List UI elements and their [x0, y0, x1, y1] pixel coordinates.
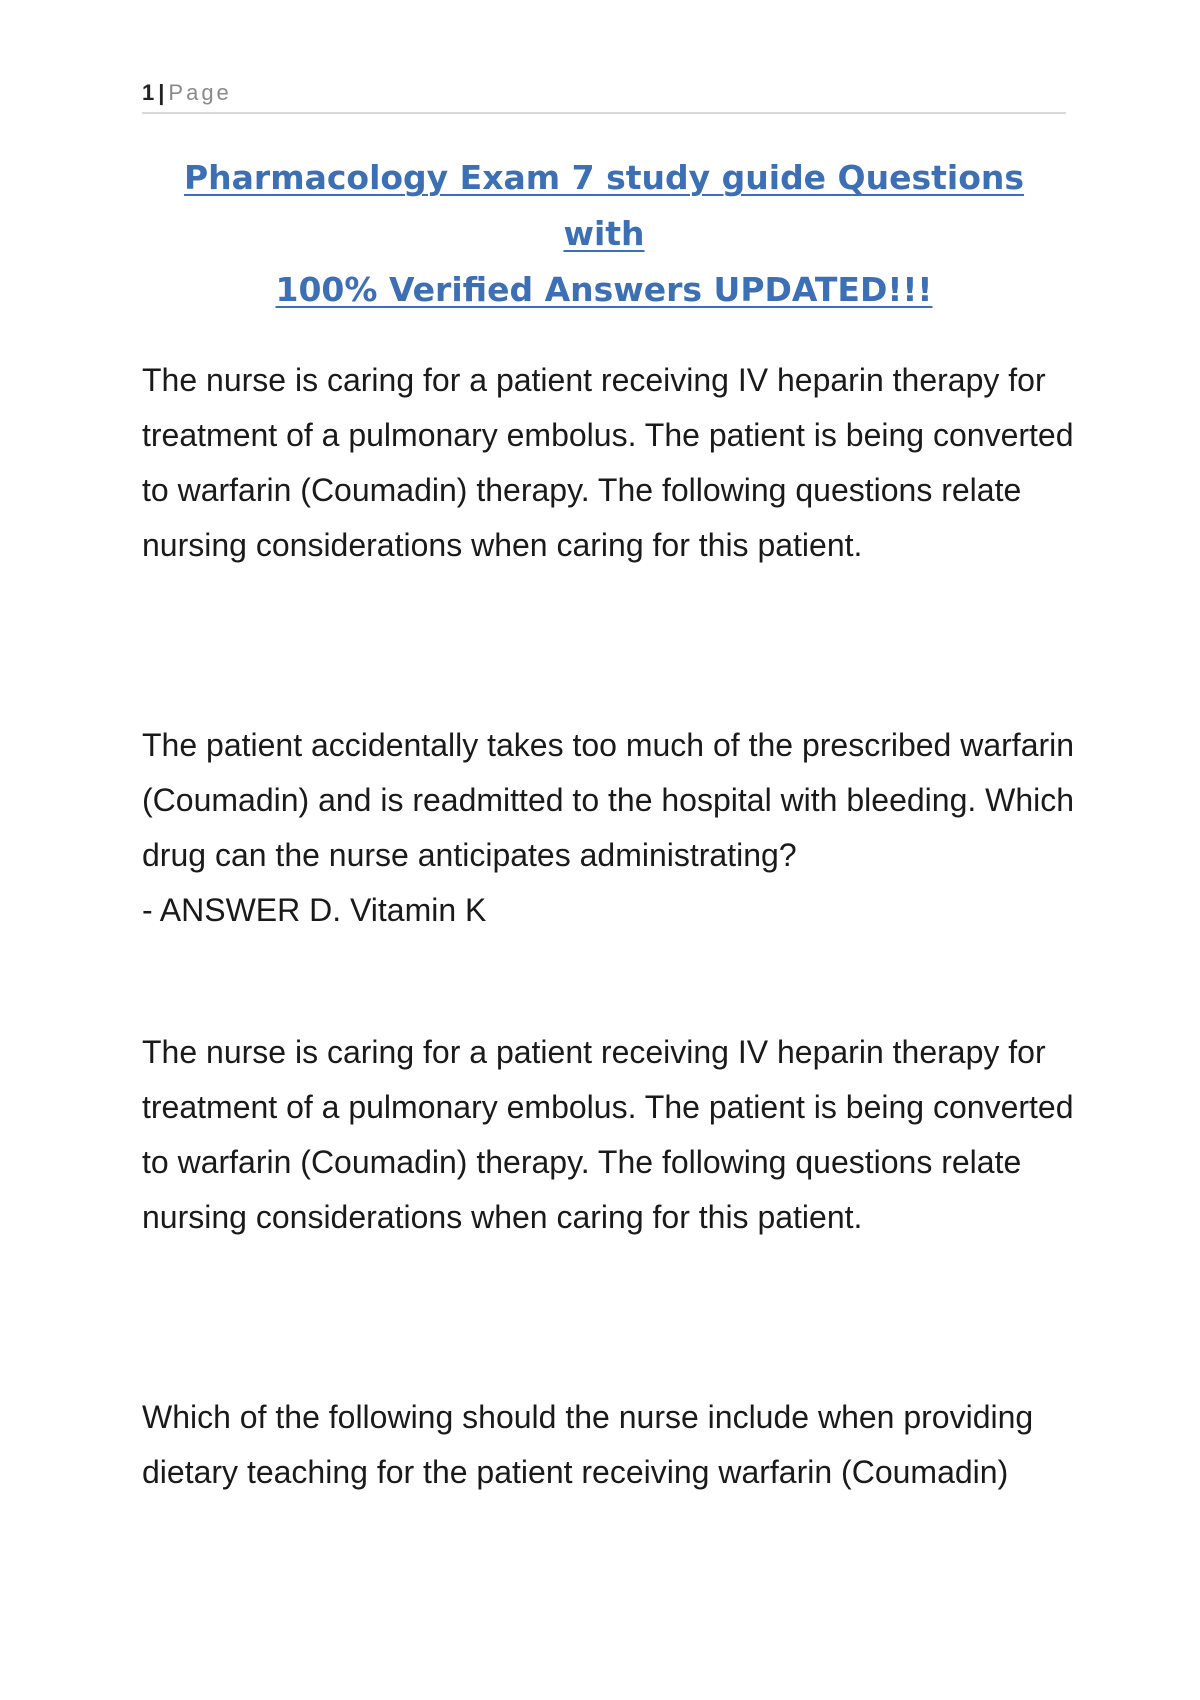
- page-separator: |: [158, 80, 165, 105]
- page-header: [142, 78, 1066, 114]
- page-label: Page: [168, 80, 232, 105]
- question-paragraph-2: [142, 718, 1082, 938]
- question-text: The patient accidentally takes too much of the prescribed warfarin (Coumadin) and is readmitted to the hospital with bleeding. Which drug can the nurse anticipates administrating?: [142, 727, 1075, 873]
- question-paragraph-3: The nurse is caring for a patient receiving IV heparin therapy for treatment of a pulmonary embolus. The patient is being converted to warfarin (Coumadin) therapy. The following questions relate nursing considerations when caring for this patient.: [142, 1034, 1074, 1235]
- question-paragraph-1: The nurse is caring for a patient receiving IV heparin therapy for treatment of a pulmonary embolus. The patient is being converted to warfarin (Coumadin) therapy. The following questions relate nursing considerations when caring for this patient.: [142, 362, 1074, 563]
- question-paragraph-4: Which of the following should the nurse include when providing dietary teaching for the patient receiving warfarin (Coumadin): [142, 1399, 1034, 1490]
- page-number: 1: [142, 80, 155, 105]
- answer-text: - ANSWER D. Vitamin K: [142, 892, 487, 928]
- document-title: [142, 150, 1066, 318]
- title-line-1: Pharmacology Exam 7 study guide Questions with: [183, 158, 1025, 253]
- title-line-2: 100% Verified Answers UPDATED!!!: [275, 270, 933, 309]
